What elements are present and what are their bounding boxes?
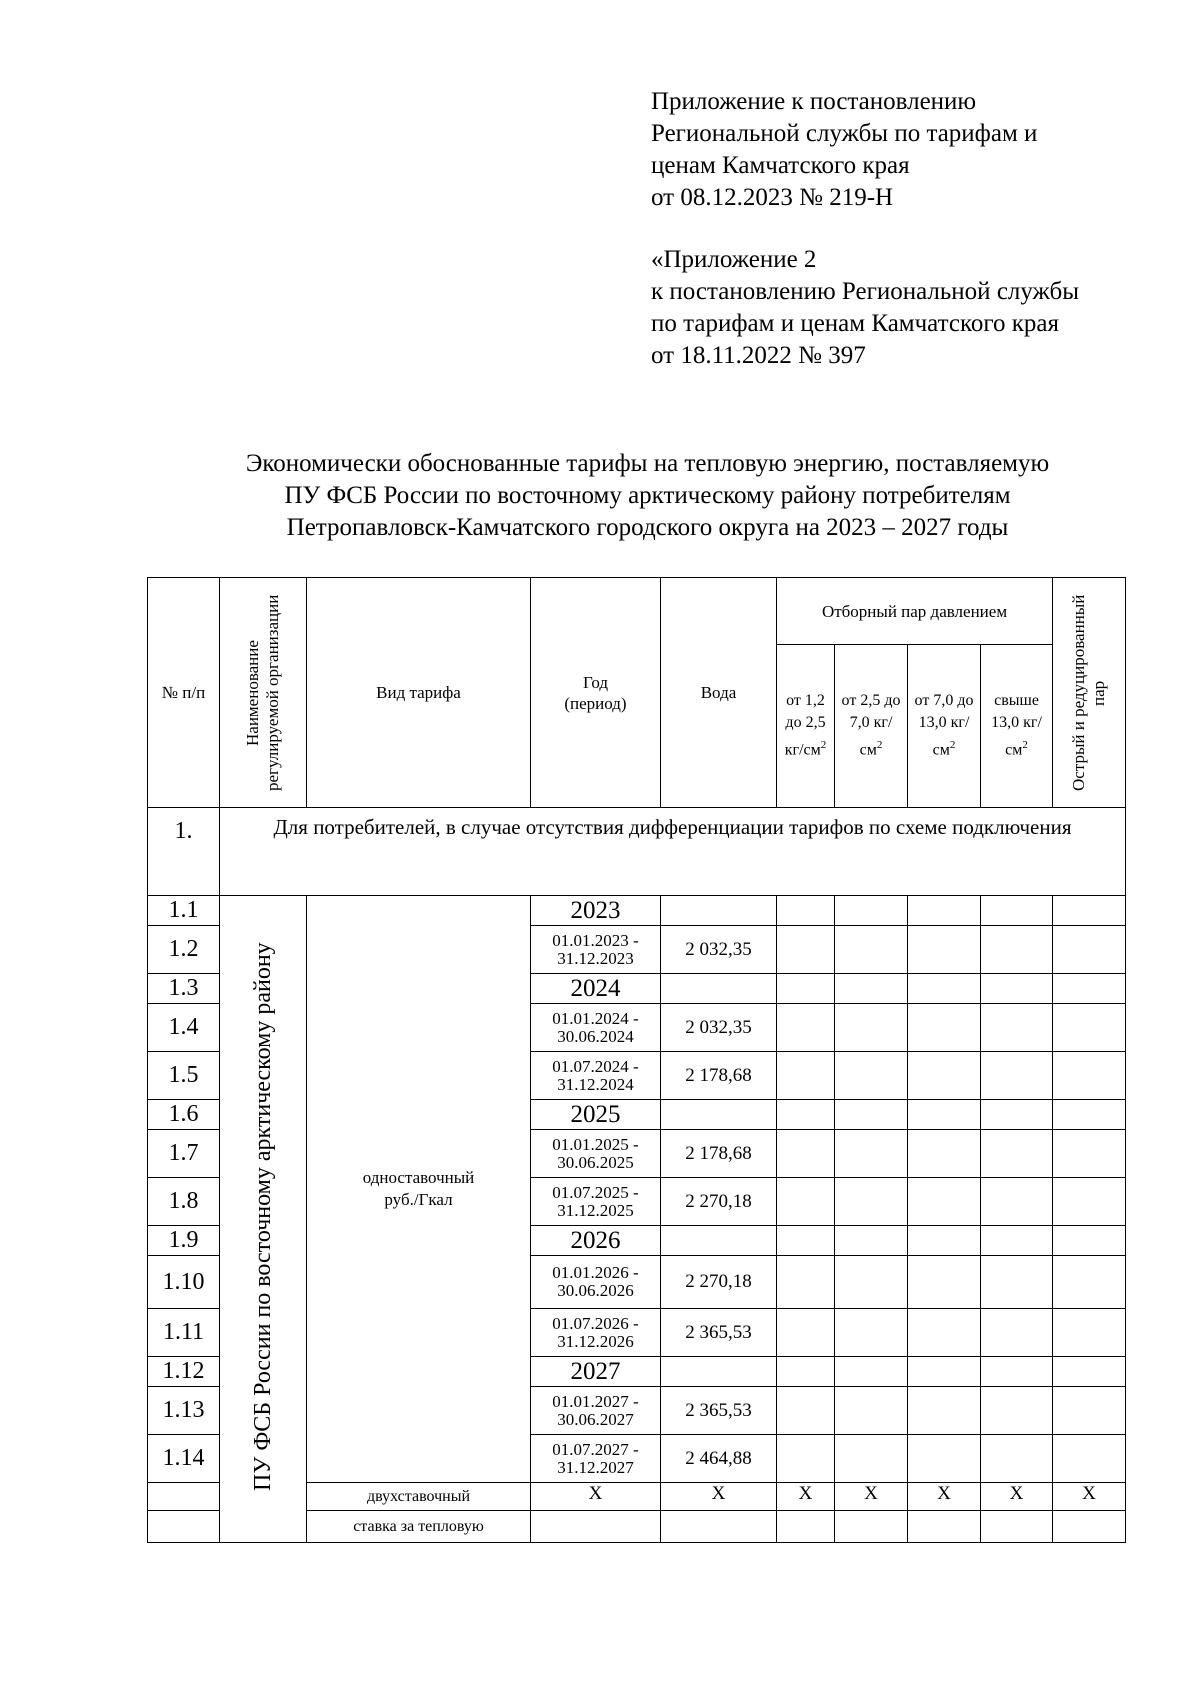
period-cell: 01.07.2024 - 31.12.2024	[531, 1052, 661, 1100]
row-number: 1.8	[148, 1178, 220, 1226]
water-tariff-value: 2 178,68	[661, 1052, 777, 1100]
empty-cell	[148, 1511, 220, 1543]
empty-cell	[908, 1100, 981, 1130]
empty-cell	[777, 896, 835, 926]
year-cell: 2024	[531, 974, 661, 1004]
period-cell: 01.01.2023 - 31.12.2023	[531, 926, 661, 974]
empty-cell	[835, 1130, 908, 1178]
water-tariff-value	[661, 1226, 777, 1256]
empty-cell	[981, 1130, 1053, 1178]
empty-cell	[777, 1052, 835, 1100]
empty-cell	[908, 926, 981, 974]
empty-cell	[1053, 1226, 1126, 1256]
not-applicable-mark: Х	[1053, 1483, 1126, 1511]
empty-cell	[981, 1052, 1053, 1100]
not-applicable-mark: Х	[661, 1483, 777, 1511]
row-number: 1.6	[148, 1100, 220, 1130]
row-number: 1.5	[148, 1052, 220, 1100]
water-tariff-value: 2 365,53	[661, 1309, 777, 1357]
water-tariff-value: 2 270,18	[661, 1256, 777, 1309]
empty-cell	[908, 896, 981, 926]
header-sharp-steam	[1053, 578, 1126, 808]
not-applicable-mark: Х	[777, 1483, 835, 1511]
empty-cell	[908, 974, 981, 1004]
water-tariff-value: 2 032,35	[661, 1004, 777, 1052]
tariff-table	[147, 577, 1126, 1543]
row-number: 1.1	[148, 896, 220, 926]
period-cell: 01.01.2027 - 30.06.2027	[531, 1387, 661, 1435]
period-cell: 01.01.2024 - 30.06.2024	[531, 1004, 661, 1052]
empty-cell	[908, 1511, 981, 1543]
empty-cell	[1053, 896, 1126, 926]
empty-cell	[835, 1511, 908, 1543]
water-tariff-value: 2 365,53	[661, 1387, 777, 1435]
two-part-tariff-label: двухставочный	[307, 1483, 531, 1511]
header-org	[220, 578, 307, 808]
header-num: № п/п	[148, 578, 220, 808]
appendix-line: от 18.11.2022 № 397	[651, 342, 866, 369]
empty-cell	[981, 1178, 1053, 1226]
row-number: 1.12	[148, 1357, 220, 1387]
empty-cell	[981, 1226, 1053, 1256]
section-number: 1.	[148, 808, 220, 896]
header-steam-2: от 2,5 до 7,0 $кг/см^2$	[835, 645, 908, 808]
table-row	[148, 896, 1126, 926]
empty-cell	[1053, 1511, 1126, 1543]
empty-cell	[777, 1256, 835, 1309]
empty-cell	[777, 974, 835, 1004]
water-tariff-value	[661, 974, 777, 1004]
empty-cell	[835, 1256, 908, 1309]
empty-cell	[908, 1178, 981, 1226]
not-applicable-mark: Х	[908, 1483, 981, 1511]
empty-cell	[777, 1357, 835, 1387]
header-steam-4: свыше 13,0 $кг/см^2$	[981, 645, 1053, 808]
empty-cell	[835, 926, 908, 974]
empty-cell	[531, 1511, 661, 1543]
empty-cell	[777, 1387, 835, 1435]
approval-header	[651, 86, 1171, 372]
empty-cell	[981, 1256, 1053, 1309]
water-tariff-value: 2 178,68	[661, 1130, 777, 1178]
row-number: 1.7	[148, 1130, 220, 1178]
empty-cell	[777, 1435, 835, 1483]
organization-name: ПУ ФСБ России по восточному арктическому району	[250, 942, 276, 1491]
empty-cell	[1053, 1357, 1126, 1387]
empty-cell	[981, 1004, 1053, 1052]
header-steam-3: от 7,0 до 13,0 $кг/см^2$	[908, 645, 981, 808]
header-steam-group: Отборный пар давлением	[777, 578, 1053, 645]
empty-cell	[908, 1435, 981, 1483]
empty-cell	[1053, 974, 1126, 1004]
empty-cell	[1053, 1309, 1126, 1357]
appendix-line: по тарифам и ценам Камчатского края	[651, 310, 1059, 337]
empty-cell	[908, 1357, 981, 1387]
empty-cell	[981, 1511, 1053, 1543]
empty-cell	[1053, 1052, 1126, 1100]
empty-cell	[835, 1004, 908, 1052]
period-cell: 01.01.2026 - 30.06.2026	[531, 1256, 661, 1309]
year-cell: 2023	[531, 896, 661, 926]
header-tariff-type: Вид тарифа	[307, 578, 531, 808]
empty-cell	[981, 1309, 1053, 1357]
empty-cell	[835, 1309, 908, 1357]
row-number: 1.3	[148, 974, 220, 1004]
water-tariff-value	[661, 1357, 777, 1387]
row-number: 1.9	[148, 1226, 220, 1256]
title-line: Экономически обоснованные тарифы на тепловую энергию, поставляемую	[245, 450, 1050, 477]
empty-cell	[835, 896, 908, 926]
not-applicable-mark: Х	[981, 1483, 1053, 1511]
empty-cell	[777, 1511, 835, 1543]
empty-cell	[835, 1435, 908, 1483]
year-cell: 2026	[531, 1226, 661, 1256]
empty-cell	[777, 1004, 835, 1052]
empty-cell	[1053, 1130, 1126, 1178]
empty-cell	[835, 1178, 908, 1226]
water-tariff-value: 2 270,18	[661, 1178, 777, 1226]
empty-cell	[777, 1178, 835, 1226]
period-cell: 01.07.2027 - 31.12.2027	[531, 1435, 661, 1483]
empty-cell	[777, 1309, 835, 1357]
empty-cell	[981, 1435, 1053, 1483]
not-applicable-mark: Х	[531, 1483, 661, 1511]
header-org-text: Наименование регулируемой организации	[243, 594, 282, 791]
approval-line: Приложение к постановлению	[651, 88, 977, 115]
approval-lines	[651, 86, 1171, 214]
empty-cell	[908, 1226, 981, 1256]
empty-cell	[835, 1100, 908, 1130]
single-rate-tariff: одноставочный руб./Гкал	[307, 896, 531, 1483]
section-title: Для потребителей, в случае отсутствия дифференциации тарифов по схеме подключения	[220, 808, 1126, 896]
period-cell: 01.07.2025 - 31.12.2025	[531, 1178, 661, 1226]
empty-cell	[908, 1387, 981, 1435]
period-cell: 01.07.2026 - 31.12.2026	[531, 1309, 661, 1357]
not-applicable-mark: Х	[835, 1483, 908, 1511]
year-cell: 2027	[531, 1357, 661, 1387]
approval-line: от 08.12.2023 № 219-Н	[651, 184, 894, 211]
empty-cell	[777, 926, 835, 974]
heat-rate-label: ставка за тепловую	[307, 1511, 531, 1543]
period-cell: 01.01.2025 - 30.06.2025	[531, 1130, 661, 1178]
empty-cell	[981, 1387, 1053, 1435]
empty-cell	[835, 974, 908, 1004]
empty-cell	[908, 1309, 981, 1357]
empty-cell	[1053, 1004, 1126, 1052]
empty-cell	[1053, 1100, 1126, 1130]
title-line: Петропавловск-Камчатского городского округа на 2023 – 2027 годы	[286, 514, 1009, 541]
year-cell: 2025	[531, 1100, 661, 1130]
row-number: 1.4	[148, 1004, 220, 1052]
empty-cell	[777, 1130, 835, 1178]
empty-cell	[835, 1226, 908, 1256]
row-number: 1.10	[148, 1256, 220, 1309]
appendix-line: к постановлению Региональной службы	[651, 278, 1080, 305]
row-number: 1.2	[148, 926, 220, 974]
header-steam-1: от 1,2 до 2,5 $кг/см^2$	[777, 645, 835, 808]
header-water: Вода	[661, 578, 777, 808]
empty-cell	[1053, 1387, 1126, 1435]
appendix-lines	[651, 244, 1171, 372]
row-number: 1.13	[148, 1387, 220, 1435]
approval-line: Региональной службы по тарифам и	[651, 120, 1038, 147]
empty-cell	[148, 1483, 220, 1511]
empty-cell	[908, 1130, 981, 1178]
organization-cell	[220, 896, 307, 1543]
empty-cell	[777, 1100, 835, 1130]
empty-cell	[835, 1052, 908, 1100]
empty-cell	[777, 1226, 835, 1256]
empty-cell	[908, 1004, 981, 1052]
header-year: Год (период)	[531, 578, 661, 808]
water-tariff-value	[661, 1100, 777, 1130]
row-number: 1.14	[148, 1435, 220, 1483]
header-sharp-steam-text: Острый и редуцированный пар	[1069, 594, 1109, 791]
empty-cell	[908, 1052, 981, 1100]
empty-cell	[835, 1387, 908, 1435]
appendix-line: «Приложение 2	[651, 246, 817, 273]
empty-cell	[981, 896, 1053, 926]
empty-cell	[835, 1357, 908, 1387]
empty-cell	[661, 1511, 777, 1543]
document-title	[120, 448, 1175, 544]
empty-cell	[981, 1357, 1053, 1387]
water-tariff-value: 2 032,35	[661, 926, 777, 974]
empty-cell	[981, 926, 1053, 974]
empty-cell	[1053, 926, 1126, 974]
empty-cell	[981, 974, 1053, 1004]
title-line: ПУ ФСБ России по восточному арктическому району потребителям	[284, 482, 1011, 509]
empty-cell	[1053, 1256, 1126, 1309]
water-tariff-value: 2 464,88	[661, 1435, 777, 1483]
approval-line: ценам Камчатского края	[651, 152, 910, 179]
empty-cell	[908, 1256, 981, 1309]
empty-cell	[981, 1100, 1053, 1130]
empty-cell	[1053, 1178, 1126, 1226]
row-number: 1.11	[148, 1309, 220, 1357]
empty-cell	[1053, 1435, 1126, 1483]
water-tariff-value	[661, 896, 777, 926]
